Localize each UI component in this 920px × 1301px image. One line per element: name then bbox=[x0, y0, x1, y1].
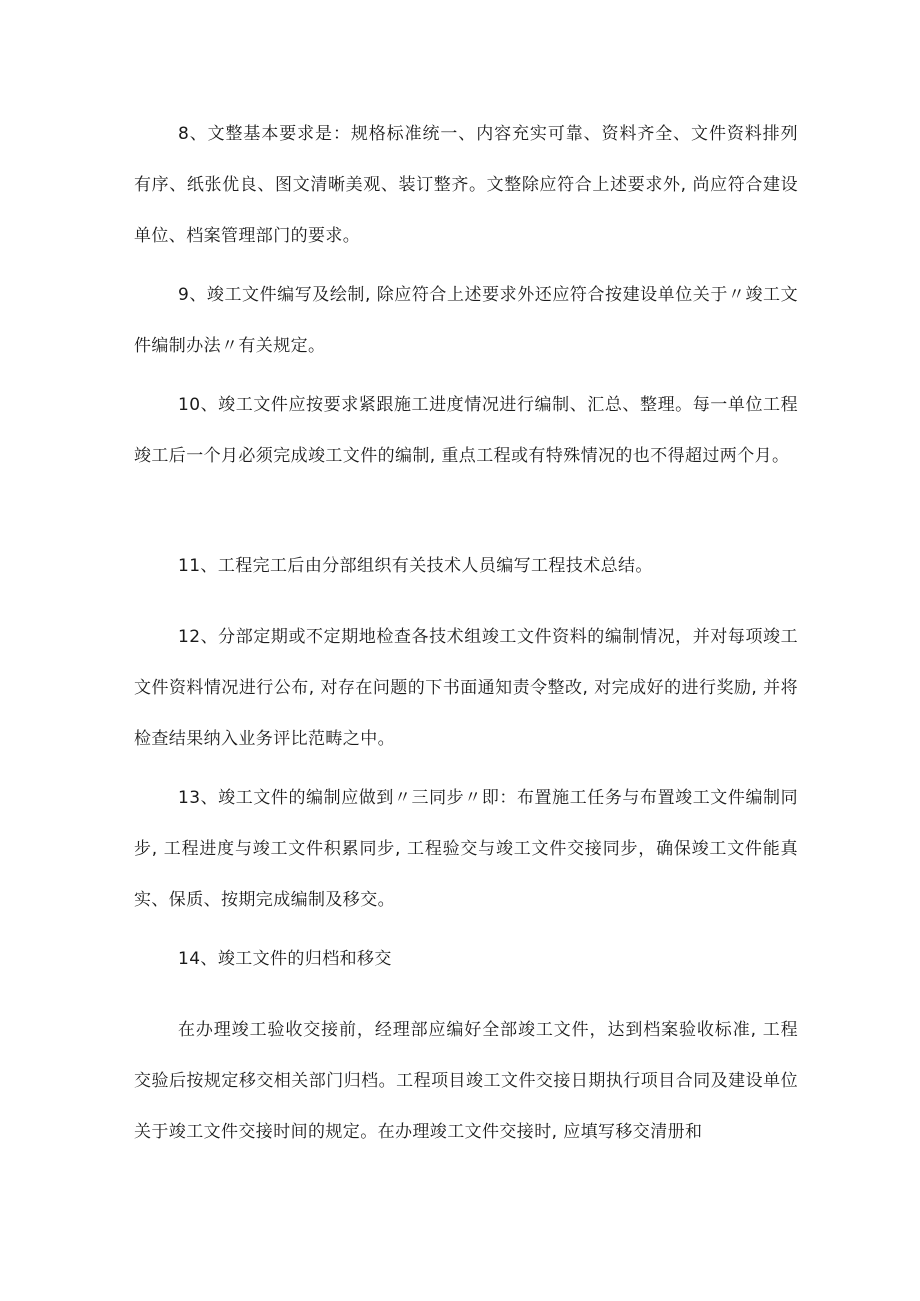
paragraph-item-8: 8、文整基本要求是：规格标准统一、内容充实可靠、资料齐全、文件资料排列有序、纸张优良、图文清晰美观、装订整齐。文整除应符合上述要求外, 尚应符合建设单位、档案管理部门的要求。 bbox=[134, 124, 798, 246]
paragraph-item-10: 10、竣工文件应按要求紧跟施工进度情况进行编制、汇总、整理。每一单位工程竣工后一个月必须完成竣工文件的编制, 重点工程或有特殊情况的也不得超过两个月。 bbox=[134, 395, 798, 466]
paragraph-item-13: 13、竣工文件的编制应做到〃三同步〃即：布置施工任务与布置竣工文件编制同步, 工程进度与竣工文件积累同步, 工程验交与竣工文件交接同步，确保竣工文件能真实、保质、按期完成编制及移交。 bbox=[134, 788, 798, 910]
paragraph-item-9: 9、竣工文件编写及绘制, 除应符合上述要求外还应符合按建设单位关于〃竣工文件编制办法〃有关规定。 bbox=[134, 285, 798, 356]
paragraph-item-11: 11、工程完工后由分部组织有关技术人员编写工程技术总结。 bbox=[178, 556, 653, 576]
paragraph-item-14-heading: 14、竣工文件的归档和移交 bbox=[178, 949, 392, 969]
paragraph-item-14-body: 在办理竣工验收交接前，经理部应编好全部竣工文件，达到档案验收标准, 工程交验后按规定移交相关部门归档。工程项目竣工文件交接日期执行项目合同及建设单位关于竣工文件交接时间的规定。在办理竣工文件交接时, 应填写移交清册和 bbox=[134, 1020, 798, 1142]
paragraph-item-12: 12、分部定期或不定期地检查各技术组竣工文件资料的编制情况，并对每项竣工文件资料情况进行公布, 对存在问题的下书面通知责令整改, 对完成好的进行奖励, 并将检查结果纳入业务评比范畴之中。 bbox=[134, 627, 798, 749]
